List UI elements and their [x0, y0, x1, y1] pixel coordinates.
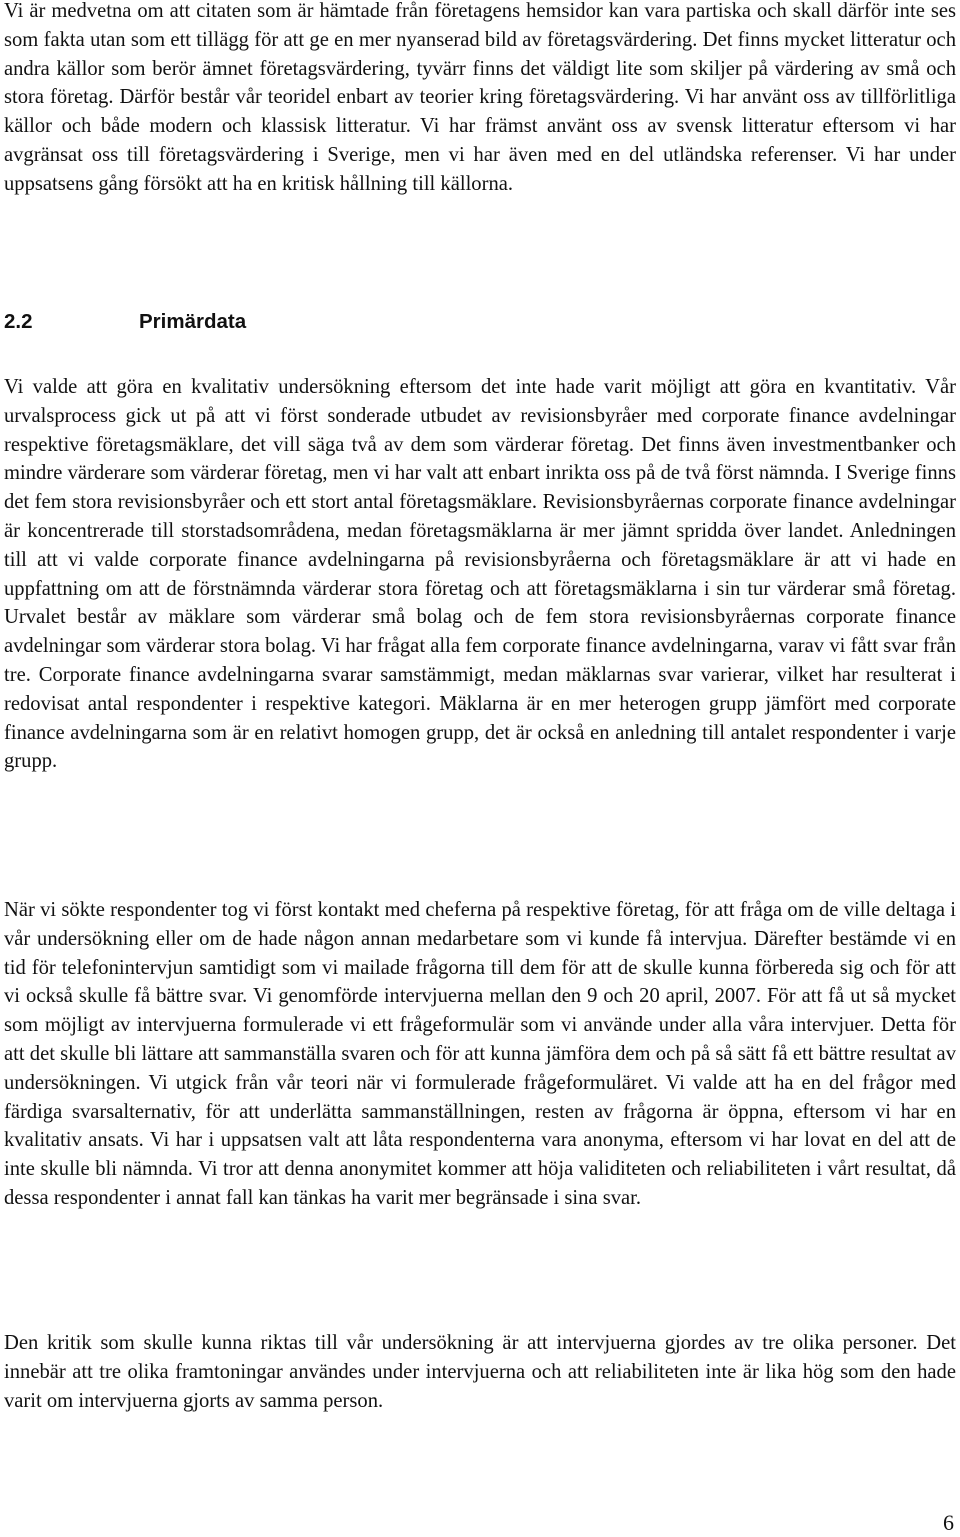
- paragraph-interview-procedure: När vi sökte respondenter tog vi först kontakt med cheferna på respektive företag, för att fråga om de ville deltaga i vår undersökning eller om de hade någon annan medarbetare som vi kunde få intervjua. Därefter bestämde vi en tid för telefonintervjun samtidigt som vi mailade frågorna till dem för att de skulle kunna förbereda sig och för att vi också skulle få bättre svar. Vi genomförde intervjuerna mellan den 9 och 20 april, 2007. För att få ut så mycket som möjligt av intervjuerna formulerade vi ett frågeformulär som vi använde under alla våra intervjuer. Detta för att det skulle bli lättare att sammanställa svaren och för att kunna jämföra dem och på så sätt få ett bättre resultat av undersökningen. Vi utgick från vår teori när vi formulerade frågeformuläret. Vi valde att ha en del frågor med färdiga svarsalternativ, för att underlätta sammanställningen, resten av frågorna är öppna, eftersom vi har en kvalitativ ansats. Vi har i uppsatsen valt att låta respondenterna vara anonyma, eftersom vi har lovat en del att de inte skulle bli nämnda. Vi tror att denna anonymitet kommer att höja validiteten och reliabiliteten i vårt resultat, då dessa respondenter i annat fall kan tänkas ha varit mer begränsade i sina svar.: [4, 899, 956, 1209]
- paragraph-interview-criticism: Den kritik som skulle kunna riktas till vår undersökning är att intervjuerna gjordes av tre olika personer. Det innebär att tre olika framtoningar användes under intervjuerna och att reliabiliteten inte är lika hög som den hade varit om intervjuerna gjorts av samma person.: [4, 1332, 956, 1412]
- section-number: 2.2: [4, 310, 33, 333]
- section-heading: [4, 308, 956, 336]
- section-title: Primärdata: [139, 310, 247, 333]
- paragraph-sources-criticism: Vi är medvetna om att citaten som är hämtade från företagens hemsidor kan vara partiska och skall därför inte ses som fakta utan som ett tillägg för att ge en mer nyanserad bild av företagsvärdering. Det finns mycket litteratur och andra källor som berör ämnet företagsvärdering, tyvärr finns det väldigt lite som skiljer på värdering av små och stora företag. Därför består vår teoridel enbart av teorier kring företagsvärdering. Vi har använt oss av tillförlitliga källor och både modern och klassisk litteratur. Vi har främst använt oss av svensk litteratur eftersom vi har avgränsat oss till företagsvärdering i Sverige, men vi har även med en del utländska referenser. Vi har under uppsatsens gång försökt att ha en kritisk hållning till källorna.: [4, 0, 956, 195]
- paragraph-qualitative-method: Vi valde att göra en kvalitativ undersökning eftersom det inte hade varit möjligt att göra en kvantitativ. Vår urvalsprocess gick ut på att vi först sonderade utbudet av revisionsbyråer med corporate finance avdelningar respektive företagsmäklare, det vill säga två av dem som värderar företag. Det finns även investmentbanker och mindre värderare som värderar företag, men vi har valt att enbart inrikta oss på de två först nämnda. I Sverige finns det fem stora revisionsbyråer och ett stort antal företagsmäklare. Revisionsbyråernas corporate finance avdelningar är koncentrerade till storstadsområdena, medan företagsmäklarna är mer jämnt spridda över landet. Anledningen till att vi valde corporate finance avdelningarna på revisionsbyråerna och företagsmäklare är att vi hade en uppfattning om att de förstnämnda värderar stora företag och att företagsmäklarna i sin tur värderar små företag. Urvalet består av mäklare som värderar små bolag och de fem stora revisionsbyråernas corporate finance avdelningar som värderar stora bolag. Vi har frågat alla fem corporate finance avdelningarna, varav vi fått svar från tre. Corporate finance avdelningarna svarar samstämmigt, medan mäklarnas svar varierar, vilket har resulterat i redovisat antal respondenter i respektive kategori. Mäklarna är en mer heterogen grupp jämfört med corporate finance avdelningarna som är en relativt homogen grupp, det är också en anledning till antalet respondenter i varje grupp.: [4, 376, 956, 773]
- page-number: 6: [943, 1510, 954, 1535]
